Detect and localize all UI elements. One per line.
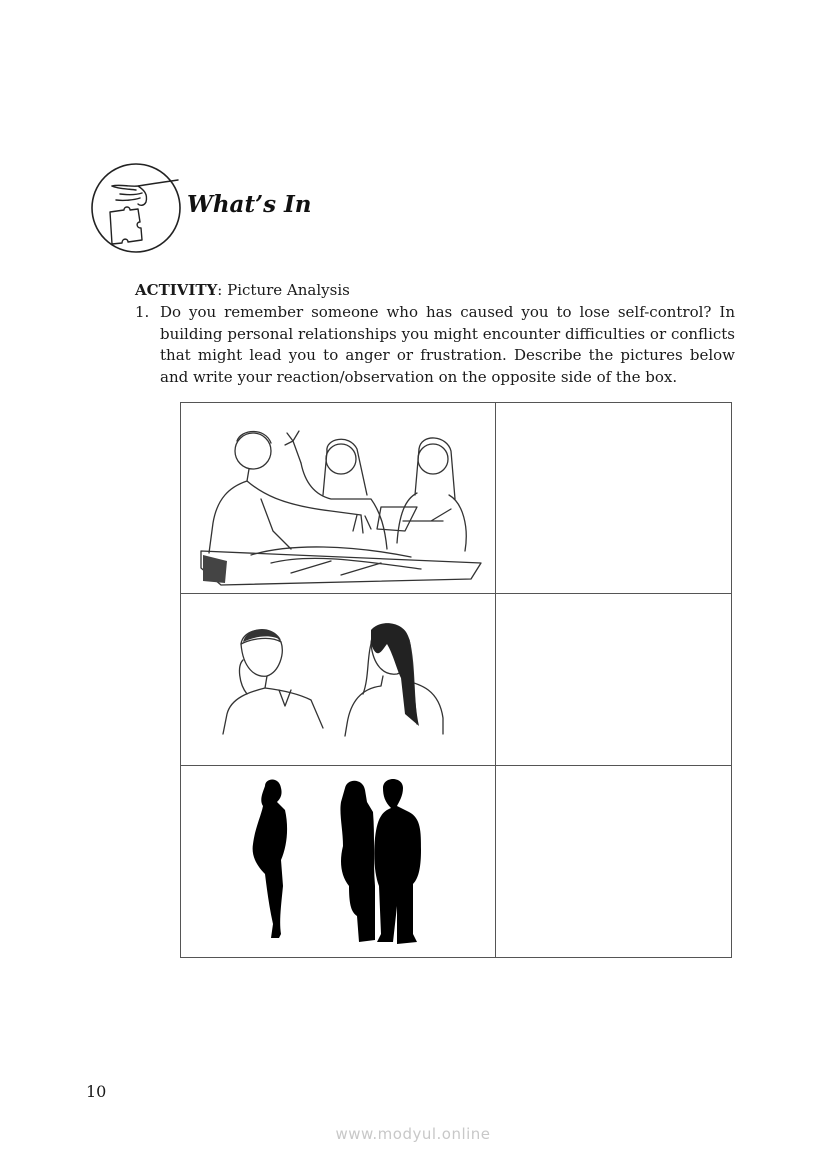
response-cell[interactable] [496, 594, 732, 766]
picture-analysis-table [180, 402, 732, 958]
activity-separator: : [217, 281, 223, 299]
activity-name: Picture Analysis [227, 281, 350, 299]
picture-cell [181, 594, 496, 766]
response-cell[interactable] [496, 403, 732, 594]
section-title: What’s In [187, 191, 312, 218]
activity-label: ACTIVITY [135, 281, 218, 299]
question-number: 1. [135, 303, 150, 321]
hand-puzzle-icon [90, 162, 182, 254]
activity-heading [135, 280, 350, 300]
table-row [181, 403, 732, 594]
picture-cell [181, 766, 496, 958]
picture-cell [181, 403, 496, 594]
troubled-couple-illustration [181, 594, 495, 765]
table-row [181, 766, 732, 958]
question-item [135, 302, 735, 388]
page-number: 10 [86, 1082, 107, 1101]
response-cell[interactable] [496, 766, 732, 958]
table-row [181, 594, 732, 766]
watermark: www.modyul.online [335, 1125, 491, 1143]
group-arguing-illustration [181, 403, 495, 593]
silhouettes-illustration [181, 766, 495, 957]
question-text: Do you remember someone who has caused you to lose self-control? In building personal relationships you might encounter difficulties or conflicts that might lead you to anger or frustration. Describe the pictures below and write your reaction/observation on the opposite side of the box. [160, 303, 735, 386]
